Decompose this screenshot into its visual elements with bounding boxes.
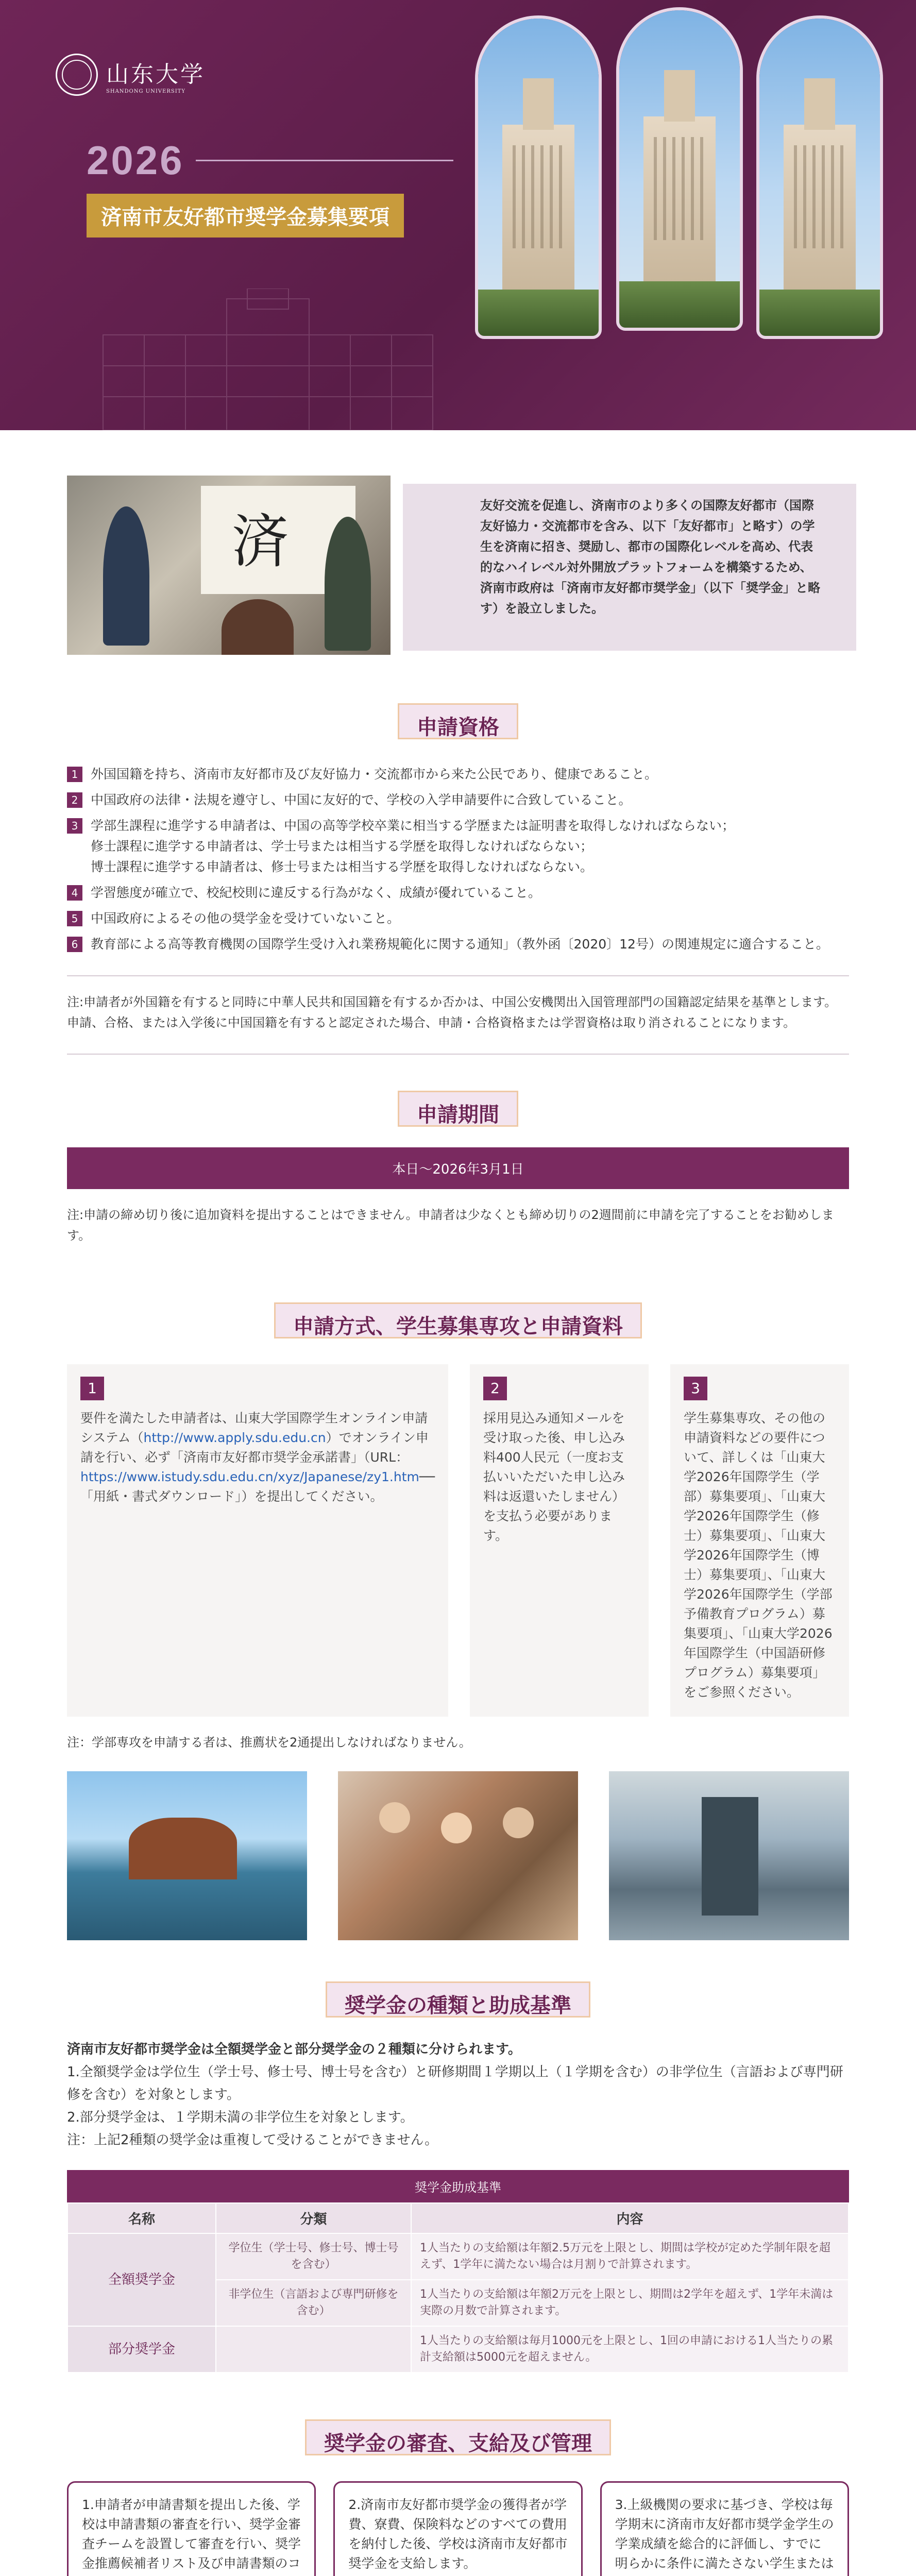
section-title: 申請期間 (398, 1091, 518, 1127)
campus-lake-photo (67, 1771, 307, 1940)
review-card: 1.申請者が申請書類を提出した後、学校は申請書類の審査を行い、奨学金審査チームを設置して審査を行い、奨学金推薦候補者リスト及び申請書類のコ (67, 2481, 316, 2576)
campus-photo-2 (616, 7, 743, 331)
requirements-list (67, 764, 849, 955)
scholarship-item: 1.全額奨学金は学位生（学士号、修士号、博士号を含む）と研修期間１学期以上（１学期を含む）の非学位生（言語および専門研修を含む）を対象とします。 (67, 2064, 843, 2103)
intro-text-box (403, 484, 856, 651)
list-item: 3 学部生課程に進学する申請者は、中国の高等学校卒業に相当する学歴または証明書を取得しなければならない； 修士課程に進学する申請者は、学士号または相当する学歴を取得しなければならない； 博士課程に進学する申請者は、修士号または相当する学歴を取得しなければならない。 (67, 816, 849, 877)
scholarship-section (0, 1981, 916, 2373)
section-title: 申請資格 (398, 703, 518, 739)
column-header: 分類 (216, 2203, 411, 2233)
hero-banner (0, 0, 916, 430)
step-card: 3 学生募集専攻、その他の申請資料などの要件について、詳しくは「山東大学2026年国際学生（学部）募集要項」、「山東大学2026年国際学生（修士）募集要項」、「山東大学2026年国際学生（博士）募集要項」、「山東大学2026年国際学生（学部予備教育プログラム）募集要項」、「山東大学2026年国際学生（中国語研修プログラム）募集要項」をご参照ください。 (670, 1364, 849, 1717)
section-title: 奨学金の審査、支給及び管理 (305, 2419, 611, 2455)
apply-section (0, 1302, 916, 1940)
scholarship-lead: 済南市友好都市奨学金は全額奨学金と部分奨学金の２種類に分けられます。 (67, 2042, 521, 2057)
period-section (0, 1091, 916, 1246)
divider (67, 975, 849, 976)
section-title: 奨学金の種類と助成基準 (326, 1981, 590, 2018)
campus-photo-3 (756, 15, 883, 339)
list-item: 2 中国政府の法律・法規を遵守し、中国に友好的で、学校の入学申請要件に合致していること。 (67, 790, 849, 810)
pledge-download-link[interactable]: https://www.istudy.sdu.edu.cn/xyz/Japanese/zy1.htm (80, 1469, 419, 1484)
board-character: 済 (232, 509, 289, 574)
scholarship-item: 2.部分奨学金は、１学期未満の非学位生を対象とします。 (67, 2110, 414, 2125)
campus-building-photo (609, 1771, 849, 1940)
period-note: 注:申請の締め切り後に追加資料を提出することはできません。申請者は少なくとも締め切りの2週間前に申請を完了することをお勧めします。 (67, 1208, 834, 1243)
intro-text: 友好交流を促進し、済南市のより多くの国際友好都市（国際友好協力・交流都市を含み、以下「友好都市」と略す）の学生を済南に招き、奨励し、都市の国際化レベルを高め、代表的なハイレベル対外開放プラットフォームを構築するため、済南市政府は「済南市友好都市奨学金」（以下「奨学金」と略す）を設立しました。 (480, 498, 820, 616)
scholarship-standard-table (67, 2170, 849, 2373)
year-label: 2026 (87, 138, 184, 183)
building-outline-pattern (72, 289, 464, 430)
review-card: 2.済南市友好都市奨学金の獲得者が学費、寮費、保険料などのすべての費用を納付した後、学校は済南市友好都市奨学金を支給します。 (333, 2481, 582, 2576)
review-section (0, 2419, 916, 2576)
list-item: 5 中国政府によるその他の奨学金を受けていないこと。 (67, 908, 849, 929)
table-caption: 奨学金助成基準 (67, 2170, 849, 2202)
page-title: 済南市友好都市奨学金募集要項 (87, 194, 404, 238)
intro-section (0, 430, 916, 703)
table-row: 全額奨学金 学位生（学士号、修士号、博士号を含む） 1人当たりの支給額は年額2.5万元を上限とし、期間は学校が定めた学制年限を超えず、1学年に満たない場合は月割りで計算されます。 (67, 2233, 849, 2280)
review-card: 3.上級機関の要求に基づき、学校は毎学期末に済南市友好都市奨学金学生の学業成績を総合的に評価し、すでに明らかに条件に満たさない学生または (600, 2481, 849, 2576)
apply-note: 注：学部専攻を申請する者は、推薦状を2通提出しなければなりません。 (67, 1735, 471, 1750)
divider (196, 160, 453, 161)
nationality-note: 注:申請者が外国籍を有すると同時に中華人民共和国国籍を有するか否かは、中国公安機関出入国管理部門の国籍認定結果を基準とします。申請、合格、または入学後に中国国籍を有すると認定された場合、申請・合格資格または学習資格は取り消されることになります。 (67, 995, 837, 1030)
classroom-photo (67, 476, 391, 655)
table-row: 部分奨学金 1人当たりの支給額は毎月1000元を上限とし、1回の申請における1人当たりの累計支給額は5000元を超えません。 (67, 2326, 849, 2372)
period-dates: 本日～2026年3月1日 (67, 1147, 849, 1189)
divider (67, 1054, 849, 1055)
apply-system-link[interactable]: http://www.apply.sdu.edu.cn (143, 1430, 326, 1445)
students-group-photo (338, 1771, 578, 1940)
requirements-section (0, 703, 916, 1055)
column-header: 内容 (411, 2203, 849, 2233)
university-logo (56, 54, 205, 96)
campus-photo-1 (475, 15, 602, 339)
logo-name: 山东大学 (106, 61, 205, 88)
list-item: 6 教育部による高等教育機関の国際学生受け入れ業務規範化に関する通知」（教外函〔2020〕12号）の関連規定に適合すること。 (67, 934, 849, 955)
table-row: 非学位生（言語および専門研修を含む） 1人当たりの支給額は年額2万元を上限とし、期間は2学年を超えず、1学年未満は実際の月数で計算されます。 (67, 2280, 849, 2326)
scholarship-note: 注：上記2種類の奨学金は重複して受けることができません。 (67, 2132, 438, 2148)
section-title: 申請方式、学生募集専攻と申請資料 (274, 1302, 642, 1338)
logo-english: SHANDONG UNIVERSITY (106, 88, 185, 94)
step-card: 2 採用見込み通知メールを受け取った後、申し込み料400人民元（一度お支払いいただいた申し込み料は返還いたしません）を支払う必要があります。 (470, 1364, 649, 1717)
list-item: 1 外国国籍を持ち、済南市友好都市及び友好協力・交流都市から来た公民であり、健康であること。 (67, 764, 849, 785)
step-card: 1 要件を満たした申請者は、山東大学国際学生オンライン申請システム（http://www.apply.sdu.edu.cn）でオンライン申請を行い、必ず「済南市友好都市奨学金承諾書」（URL：https://www.istudy.sdu.edu.cn/xyz/Japanese/zy1.htm──「用紙・書式ダウンロード」）を提出してください。 (67, 1364, 448, 1717)
list-item: 4 学習態度が確立で、校紀校則に違反する行為がなく、成績が優れていること。 (67, 883, 849, 903)
column-header: 名称 (67, 2203, 216, 2233)
university-seal-icon (56, 54, 98, 96)
